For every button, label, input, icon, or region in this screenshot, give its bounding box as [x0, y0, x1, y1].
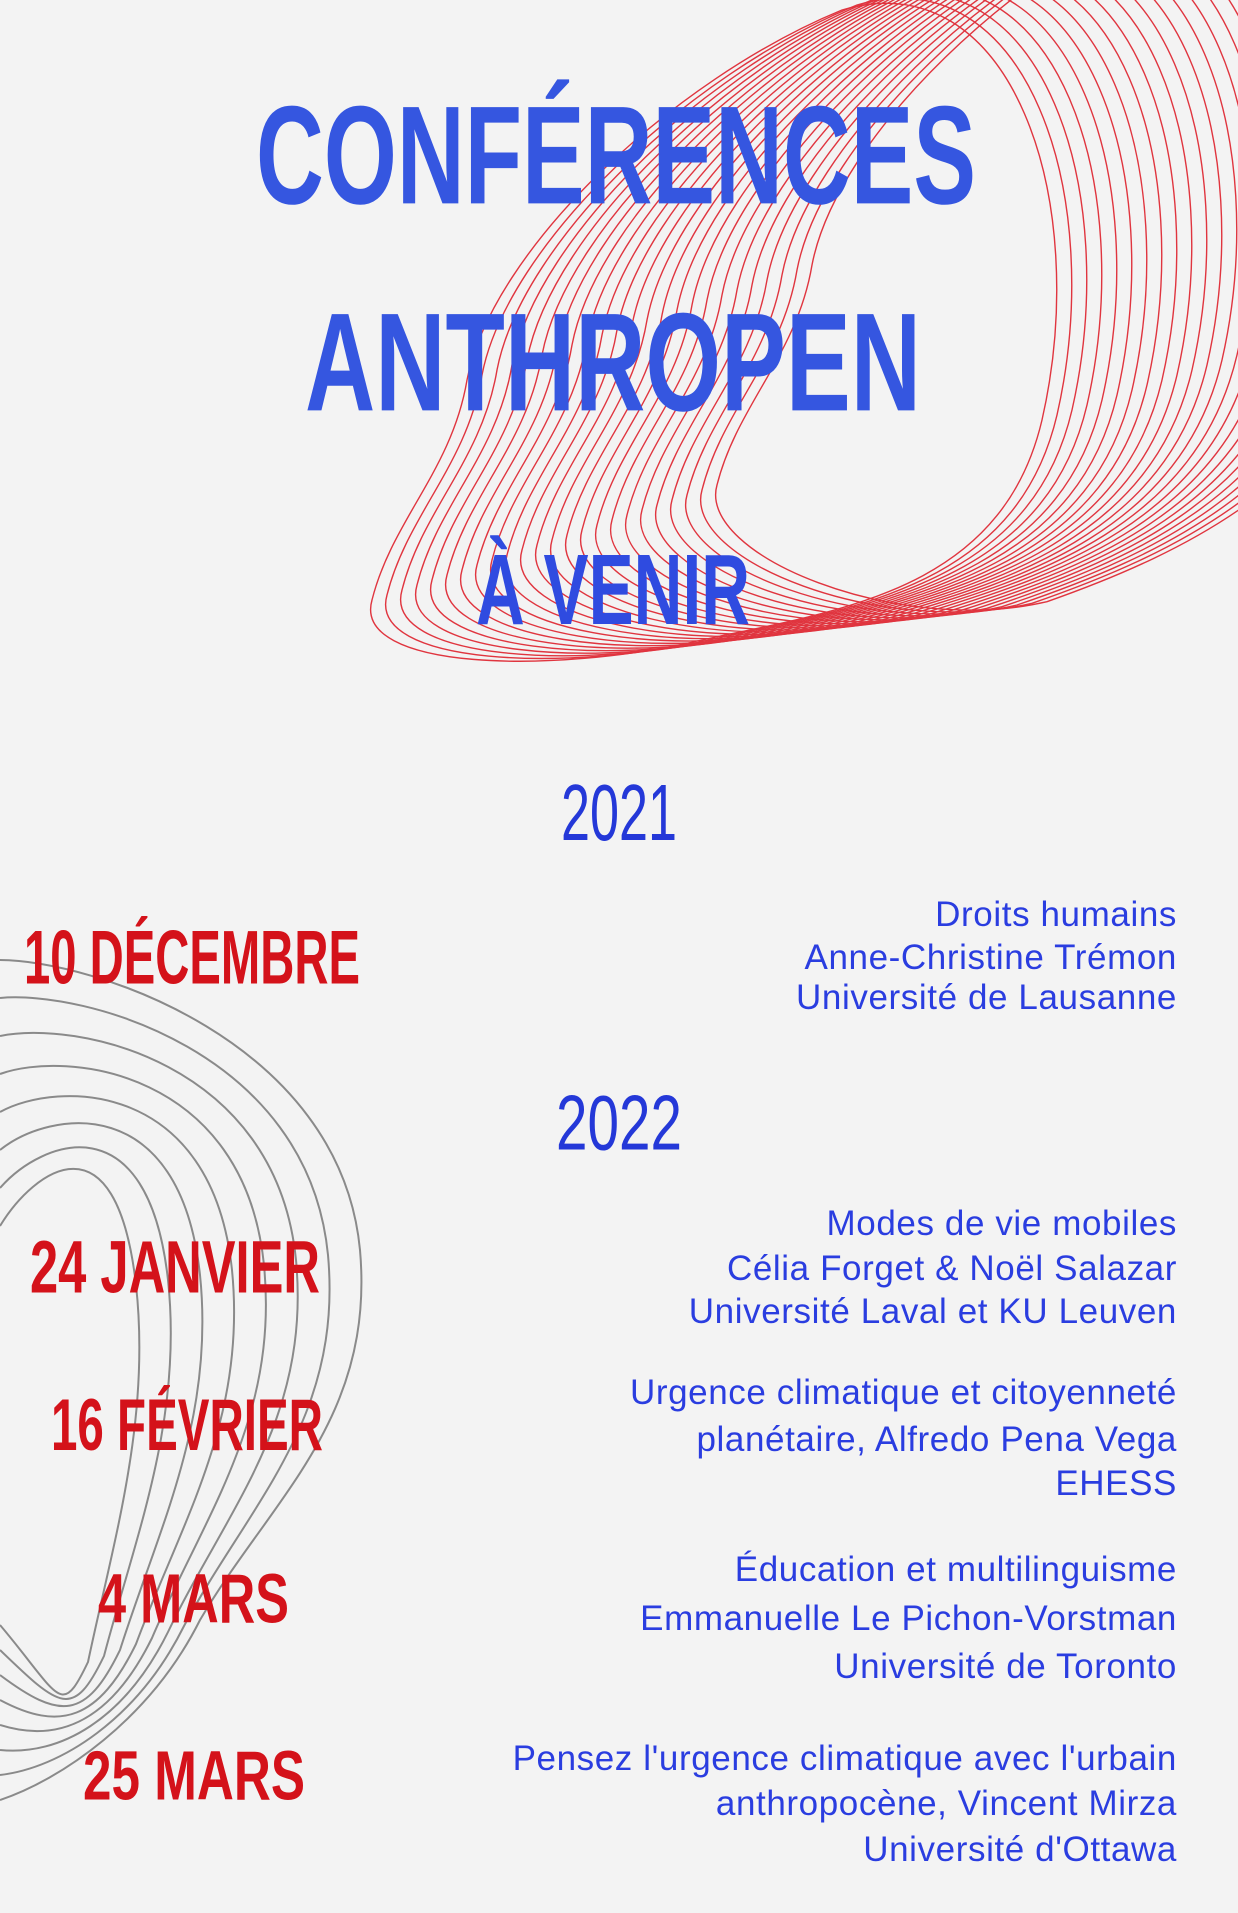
event-date: 24 JANVIER — [30, 1225, 320, 1309]
year-2021: 2021 — [561, 768, 677, 858]
title-line-2: ANTHROPEN — [305, 284, 921, 441]
event-date: 4 MARS — [98, 1558, 289, 1638]
event-topic: Droits humains — [935, 895, 1177, 934]
event-speaker: Emmanuelle Le Pichon-Vorstman — [640, 1599, 1177, 1638]
event-institution: Université de Lausanne — [796, 978, 1177, 1017]
event-date: 16 FÉVRIER — [51, 1383, 323, 1466]
event-topic: Pensez l'urgence climatique avec l'urbain — [512, 1739, 1177, 1778]
event-institution: Université Laval et KU Leuven — [688, 1292, 1177, 1331]
event-speaker: Anne-Christine Trémon — [804, 938, 1177, 977]
event-topic: Urgence climatique et citoyenneté — [629, 1373, 1177, 1412]
event-speaker: planétaire, Alfredo Pena Vega — [696, 1420, 1177, 1459]
event-topic: Éducation et multilinguisme — [734, 1550, 1177, 1589]
event-speaker: anthropocène, Vincent Mirza — [715, 1784, 1177, 1823]
event-topic: Modes de vie mobiles — [826, 1204, 1177, 1243]
event-institution: Université de Toronto — [834, 1647, 1177, 1686]
event-institution: Université d'Ottawa — [863, 1830, 1177, 1869]
contour-line — [0, 960, 361, 1800]
event-institution: EHESS — [1055, 1464, 1177, 1503]
event-speaker: Célia Forget & Noël Salazar — [726, 1249, 1177, 1288]
subtitle-a-venir: À VENIR — [476, 534, 750, 646]
title-line-1: CONFÉRENCES — [256, 77, 977, 234]
event-date: 10 DÉCEMBRE — [24, 914, 360, 1000]
year-2022: 2022 — [556, 1079, 682, 1167]
event-date: 25 MARS — [83, 1735, 305, 1815]
